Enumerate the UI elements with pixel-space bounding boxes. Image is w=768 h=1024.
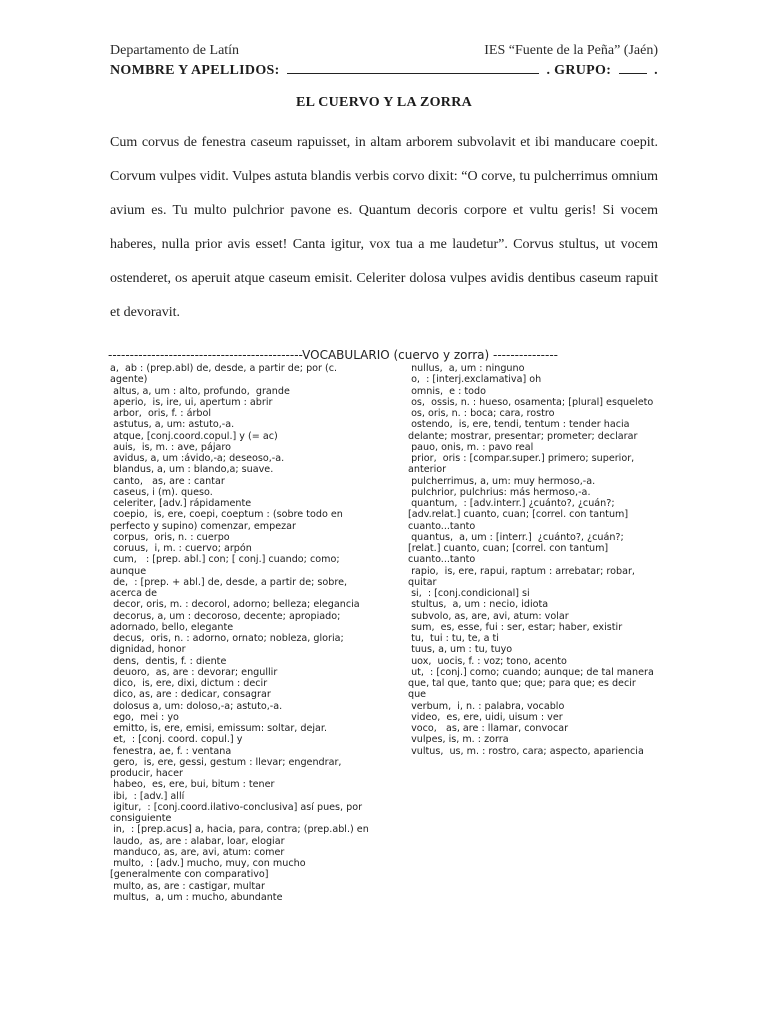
name-blank-line [287, 60, 539, 74]
vocabulary-entry: dico, is, ere, dixi, dictum : decir [110, 678, 268, 689]
vocabulary-entry: voco, as, are : llamar, convocar [408, 723, 569, 734]
vocabulary-entry: quantus, a, um : [interr.] ¿cuánto?, ¿cuán?; [relat.] cuanto, cuan; [correl. con tantum] cuanto...tanto [408, 531, 627, 566]
vocabulary-entry: uox, uocis, f. : voz; tono, acento [408, 655, 567, 667]
vocabulary-entry: omnis, e : todo [408, 385, 486, 397]
vocabulary-entry: decorus, a, um : decoroso, decente; apropiado; adornado, bello, elegante [110, 610, 344, 633]
vocabulary-heading: ---------------------------------------------VOCABULARIO (cuervo y zorra) --------------- [108, 348, 558, 362]
document-title: EL CUERVO Y LA ZORRA [295, 95, 473, 110]
vocabulary-entry: multo, as, are : castigar, multar [110, 880, 265, 892]
vocabulary-entry: ego, mei : yo [110, 711, 179, 723]
department-label: Departamento de Latín [110, 43, 240, 58]
vocabulary-entry: laudo, as, are : alabar, loar, elogiar [110, 835, 285, 847]
vocabulary-entry: a, ab : (prep.abl) de, desde, a partir de; por (c. agente) [110, 363, 341, 386]
vocabulary-entry: caseus, i (m). queso. [110, 486, 213, 498]
vocabulary-entry: prior, oris : [compar.super.] primero; superior, anterior [408, 453, 638, 476]
vocabulary-entry: atque, [conj.coord.copul.] y (= ac) [110, 430, 278, 442]
vocabulary-entry: pulchrior, pulchrius: más hermoso,-a. [408, 486, 591, 498]
name-label: NOMBRE Y APELLIDOS: [110, 63, 280, 78]
vocabulary-entry: si, : [conj.condicional] si [408, 588, 530, 599]
latin-passage: Cum corvus de fenestra caseum rapuisset, in altam arborem subvolavit et ibi manducare coepit. Corvum vulpes vidit. Vulpes astuta blandis verbis corvo dixit: “O corve, tu pulcherrimus omnium avium es. Tu multo pulchrior pavone es. Quantum decoris corpore et vultu geris! Si vocem haberes, nulla prior avis esset! Canta igitur, vox tua a me laudetur”. Corvus stultus, ut vocem ostenderet, os aperuit atque caseum emisit. Celeriter dolosa vulpes avidis dentibus caseum rapuit et devoravit. [110, 135, 658, 320]
vocabulary-entry: in, : [prep.acus] a, hacia, para, contra; (prep.abl.) en [110, 824, 369, 836]
vocabulary-entry: verbum, i, n. : palabra, vocablo [408, 700, 565, 712]
vocabulary-entry: gero, is, ere, gessi, gestum : llevar; engendrar, producir, hacer [110, 756, 345, 779]
vocabulary-entry: canto, as, are : cantar [110, 475, 225, 487]
vocabulary-entry: de, : [prep. + abl.] de, desde, a partir de; sobre, acerca de [110, 576, 351, 599]
vocabulary-entry: corpus, oris, n. : cuerpo [110, 531, 230, 543]
vocabulary-entry: auis, is, m. : ave, pájaro [110, 441, 231, 453]
vocabulary-entry: dolosus a, um: doloso,-a; astuto,-a. [110, 700, 283, 712]
vocabulary-entry: celeriter, [adv.] rápidamente [110, 498, 252, 509]
vocabulary-entry: tu, tui : tu, te, a ti [408, 633, 499, 644]
header-top-row [110, 43, 658, 59]
vocabulary-entry: arbor, oris, f. : árbol [110, 408, 212, 419]
vocabulary-entry: nullus, a, um : ninguno [408, 363, 525, 374]
school-label: IES “Fuente de la Peña” (Jaén) [484, 43, 658, 58]
vocabulary-entry: vulpes, is, m. : zorra [408, 734, 509, 746]
vocabulary-column-right [408, 363, 656, 757]
vocabulary-entry: tuus, a, um : tu, tuyo [408, 644, 513, 656]
vocabulary-entry: decor, oris, m. : decorol, adorno; belleza; elegancia [110, 599, 360, 611]
vocabulary-entry: multus, a, um : mucho, abundante [110, 891, 283, 903]
vocabulary-entry: o, : [interj.exclamativa] oh [408, 374, 542, 386]
vocabulary-entry: cum, : [prep. abl.] con; [ conj.] cuando; como; aunque [110, 554, 343, 577]
vocabulary-entry: dico, as, are : dedicar, consagrar [110, 689, 271, 701]
vocabulary-entry: et, : [conj. coord. copul.] y [110, 734, 243, 746]
vocabulary-entry: fenestra, ae, f. : ventana [110, 745, 232, 757]
group-end-mark: . [654, 63, 658, 78]
vocabulary-entry: aperio, is, ire, ui, apertum : abrir [110, 396, 273, 408]
vocabulary-entry: ostendo, is, ere, tendi, tentum : tender hacia delante; mostrar, presentar; prometer; declarar [408, 419, 638, 442]
vocabulary-entry: blandus, a, um : blando,a; suave. [110, 464, 274, 476]
vocabulary-entry: quantum, : [adv.interr.] ¿cuánto?, ¿cuán?; [adv.relat.] cuanto, cuan; [correl. con tantum] cuanto...tanto [408, 498, 632, 532]
student-info-row [110, 60, 658, 79]
vocabulary-entry: subvolo, as, are, avi, atum: volar [408, 610, 569, 622]
group-label: . GRUPO: [546, 63, 612, 78]
vocabulary-entry: multo, : [adv.] mucho, muy, con mucho [generalmente con comparativo] [110, 858, 309, 881]
vocabulary-entry: coepio, is, ere, coepi, coeptum : (sobre todo en perfecto y supino) comenzar, empezar [110, 509, 346, 532]
vocabulary-entry: manduco, as, are, avi, atum: comer [110, 846, 285, 858]
vocabulary-entry: deuoro, as, are : devorar; engullir [110, 666, 278, 678]
vocabulary-entry: pulcherrimus, a, um: muy hermoso,-a. [408, 475, 596, 487]
vocabulary-entry: decus, oris, n. : adorno, ornato; nobleza, gloria; dignidad, honor [110, 633, 347, 656]
vocabulary-entry: altus, a, um : alto, profundo, grande [110, 385, 290, 397]
vocabulary-entry: coruus, i, m. : cuervo; arpón [110, 543, 252, 554]
vocabulary-entry: video, es, ere, uidi, uisum : ver [408, 711, 563, 723]
vocabulary-entry: stultus, a, um : necio, idiota [408, 599, 549, 611]
vocabulary-column-left [110, 363, 372, 903]
vocabulary-entry: igitur, : [conj.coord.ilativo-conclusiva] así pues, por consiguiente [110, 801, 366, 824]
vocabulary-entry: dens, dentis, f. : diente [110, 655, 227, 667]
vocabulary-entry: rapio, is, ere, rapui, raptum : arrebatar; robar, quitar [408, 565, 639, 588]
vocabulary-entry: habeo, es, ere, bui, bitum : tener [110, 779, 275, 791]
vocabulary-entry: pauo, onis, m. : pavo real [408, 441, 534, 453]
group-blank-line [619, 60, 647, 74]
vocabulary-entry: os, oris, n. : boca; cara, rostro [408, 408, 555, 419]
vocabulary-entry: ibi, : [adv.] allí [110, 790, 185, 802]
vocabulary-entry: sum, es, esse, fui : ser, estar; haber, existir [408, 621, 623, 633]
vocabulary-entry: emitto, is, ere, emisi, emissum: soltar, dejar. [110, 723, 328, 734]
vocabulary-entry: vultus, us, m. : rostro, cara; aspecto, apariencia [408, 745, 644, 757]
vocabulary-entry: avidus, a, um :ávido,-a; deseoso,-a. [110, 453, 285, 464]
vocabulary-entry: ut, : [conj.] como; cuando; aunque; de tal manera que, tal que, tanto que; que; para que; es decir que [408, 666, 657, 701]
vocabulary-entry: os, ossis, n. : hueso, osamenta; [plural] esqueleto [408, 396, 654, 408]
vocabulary-entry: astutus, a, um: astuto,-a. [110, 419, 235, 431]
